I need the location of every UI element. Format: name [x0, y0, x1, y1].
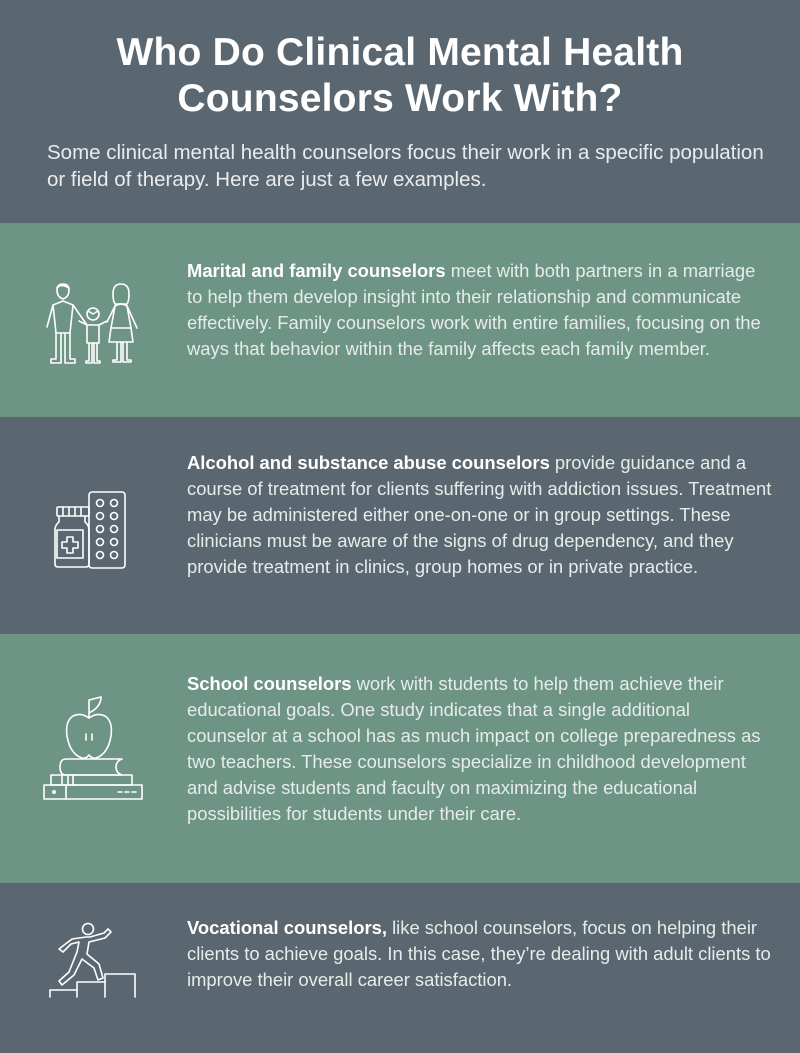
section-heading: Alcohol and substance abuse counselors	[187, 452, 550, 473]
section-heading: Marital and family counselors	[187, 260, 446, 281]
section-body: meet with both partners in a marriage to help them develop insight into their relationship and communicate effectively. Family counselors work with entire families, focusing on the ways that behavior within the family affects each family member.	[187, 260, 761, 359]
section-heading: School counselors	[187, 673, 352, 694]
apple-books-icon	[42, 696, 144, 800]
section-body: work with students to help them achieve their educational goals. One study indicates that a single additional counselor at a school has as much impact on college preparedness as two teachers. These counselors specialize in childhood development and advise students and faculty on maximizing the educational possibilities for students under their care.	[187, 673, 761, 824]
section-school	[0, 634, 800, 883]
family-icon	[35, 278, 150, 368]
section-vocational	[0, 883, 800, 1053]
section-description	[187, 450, 772, 580]
page-title	[0, 30, 800, 122]
section-description	[187, 258, 772, 362]
section-body: like school counselors, focus on helping their clients to achieve goals. In this case, they’re dealing with adult clients to improve their overall career satisfaction.	[187, 917, 771, 990]
section-description	[187, 671, 772, 827]
climbing-stairs-icon	[48, 921, 138, 1011]
section-description	[187, 915, 772, 993]
section-body: provide guidance and a course of treatment for clients suffering with addiction issues. Treatment may be administered either one-on-one or in group settings. These clinicians must be aware of the signs of drug dependency, and they provide treatment in clinics, group homes or in private practice.	[187, 452, 772, 577]
section-marital-family	[0, 223, 800, 417]
medication-icon	[53, 490, 128, 570]
section-heading: Vocational counselors,	[187, 917, 387, 938]
intro-text: Some clinical mental health counselors focus their work in a specific population or field of therapy. Here are just a few examples.	[47, 141, 764, 191]
section-substance-abuse	[0, 417, 800, 634]
header	[0, 0, 800, 223]
title-line-2: Counselors Work With?	[177, 77, 623, 120]
title-line-1: Who Do Clinical Mental Health	[116, 31, 684, 74]
